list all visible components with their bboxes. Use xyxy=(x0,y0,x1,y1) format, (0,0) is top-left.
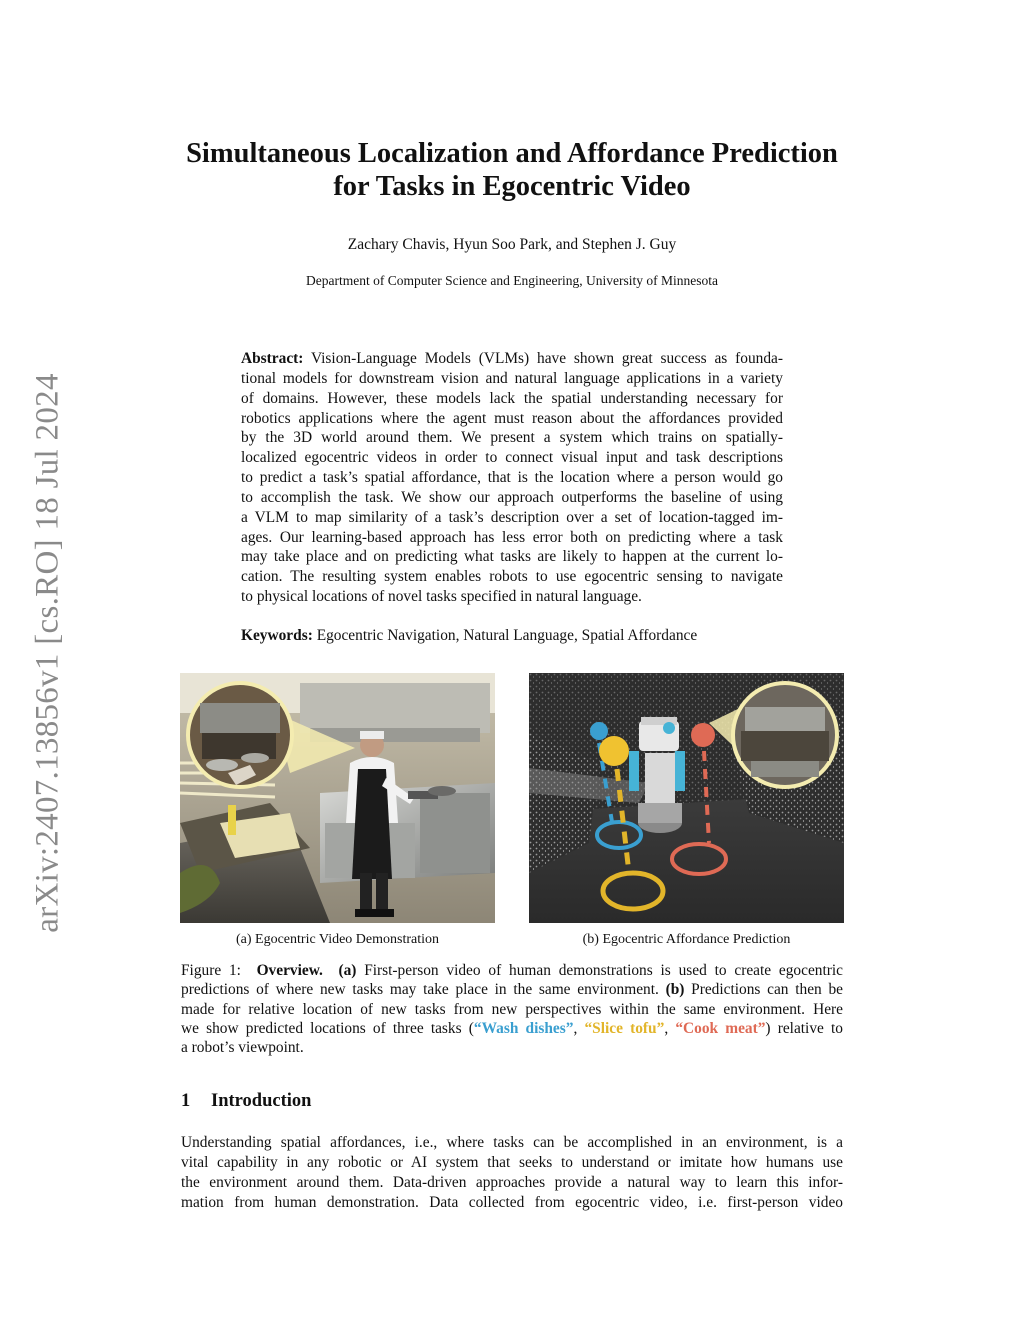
arxiv-identifier: arXiv:2407.13856v1 [cs.RO] 18 Jul 2024 xyxy=(29,373,66,933)
abstract-line: tional models for downstream vision and natural language applications in a variety xyxy=(241,369,783,387)
paper-title xyxy=(150,137,874,203)
abstract-label: Abstract: xyxy=(241,350,304,367)
abstract-line: to physical locations of novel tasks specified in natural language. xyxy=(241,588,642,606)
section-title: Introduction xyxy=(211,1091,312,1111)
task-cook-meat: “Cook meat” xyxy=(675,1019,766,1037)
abstract-line: ages. Our learning-based approach has less error both on predicting where a task xyxy=(241,528,783,546)
author-list: Zachary Chavis, Hyun Soo Park, and Stephen J. Guy xyxy=(347,236,677,253)
abstract-line: localized egocentric videos in order to connect visual input and task descriptions xyxy=(241,449,783,467)
intro-line: vital capability in any robotic or AI system that seeks to understand or imitate how humans use xyxy=(181,1153,843,1171)
abstract-line: of domains. However, these models lack the spatial understanding necessary for xyxy=(241,389,783,407)
abstract-line: by the 3D world around them. We present a system which trains on spatially- xyxy=(241,429,783,447)
abstract-line: cation. The resulting system enables robots to use egocentric sensing to navigate xyxy=(241,568,783,586)
subcaption-b: (b) Egocentric Affordance Prediction xyxy=(582,932,791,947)
task-wash-dishes: “Wash dishes” xyxy=(473,1019,574,1037)
affiliation: Department of Computer Science and Engineering, University of Minnesota xyxy=(305,273,718,288)
abstract xyxy=(241,349,783,607)
figure-1b-affordance-prediction xyxy=(529,673,844,923)
intro-line: Understanding spatial affordances, i.e., where tasks can be accomplished in an environment, is a xyxy=(181,1134,843,1151)
abstract-line: a VLM to map similarity of a task’s description over a set of location-tagged im- xyxy=(241,508,783,526)
intro-line: mation from human demonstration. Data collected from egocentric video, i.e. first-person video xyxy=(181,1193,843,1211)
abstract-line: may take place and on predicting what tasks are likely to happen at the current lo- xyxy=(241,548,783,566)
section-number: 1 xyxy=(181,1091,191,1111)
abstract-line: to accomplish the task. We show our approach outperforms the baseline of using xyxy=(241,488,783,506)
title-line-2: for Tasks in Egocentric Video xyxy=(333,171,691,202)
introduction-paragraph xyxy=(181,1133,843,1212)
keywords-text: Egocentric Navigation, Natural Language, Spatial Affordance xyxy=(316,627,698,644)
title-line-1: Simultaneous Localization and Affordance Prediction xyxy=(186,138,838,169)
intro-line: the environment around them. Data-driven approaches provide a natural way to learn this infor- xyxy=(181,1173,843,1191)
task-slice-tofu: “Slice tofu” xyxy=(584,1019,665,1037)
section-heading-introduction xyxy=(181,1091,311,1112)
keywords-label: Keywords: xyxy=(241,627,313,644)
abstract-line: robotics applications where the agent must reason about the affordances provided xyxy=(241,409,783,427)
abstract-line: to predict a task’s spatial affordance, that is the location where a person would go xyxy=(241,469,783,487)
figure-caption: Figure 1: Overview. (a) First-person video of human demonstrations is used to create egocentric predictions of where new tasks may take place in the same environment. (b) Predictions can then be made for relative location of new tasks from new perspectives within the same environment. Here we show predicted locations of three tasks (“Wash dishes”, “Slice tofu”, “Cook meat”) relative to a robot’s viewpoint. xyxy=(181,962,843,1057)
abstract-line: Vision-Language Models (VLMs) have shown great success as founda- xyxy=(310,350,783,367)
figure-1a-kitchen-photo xyxy=(180,673,495,923)
subcaption-a: (a) Egocentric Video Demonstration xyxy=(236,932,439,947)
keywords xyxy=(241,627,801,645)
